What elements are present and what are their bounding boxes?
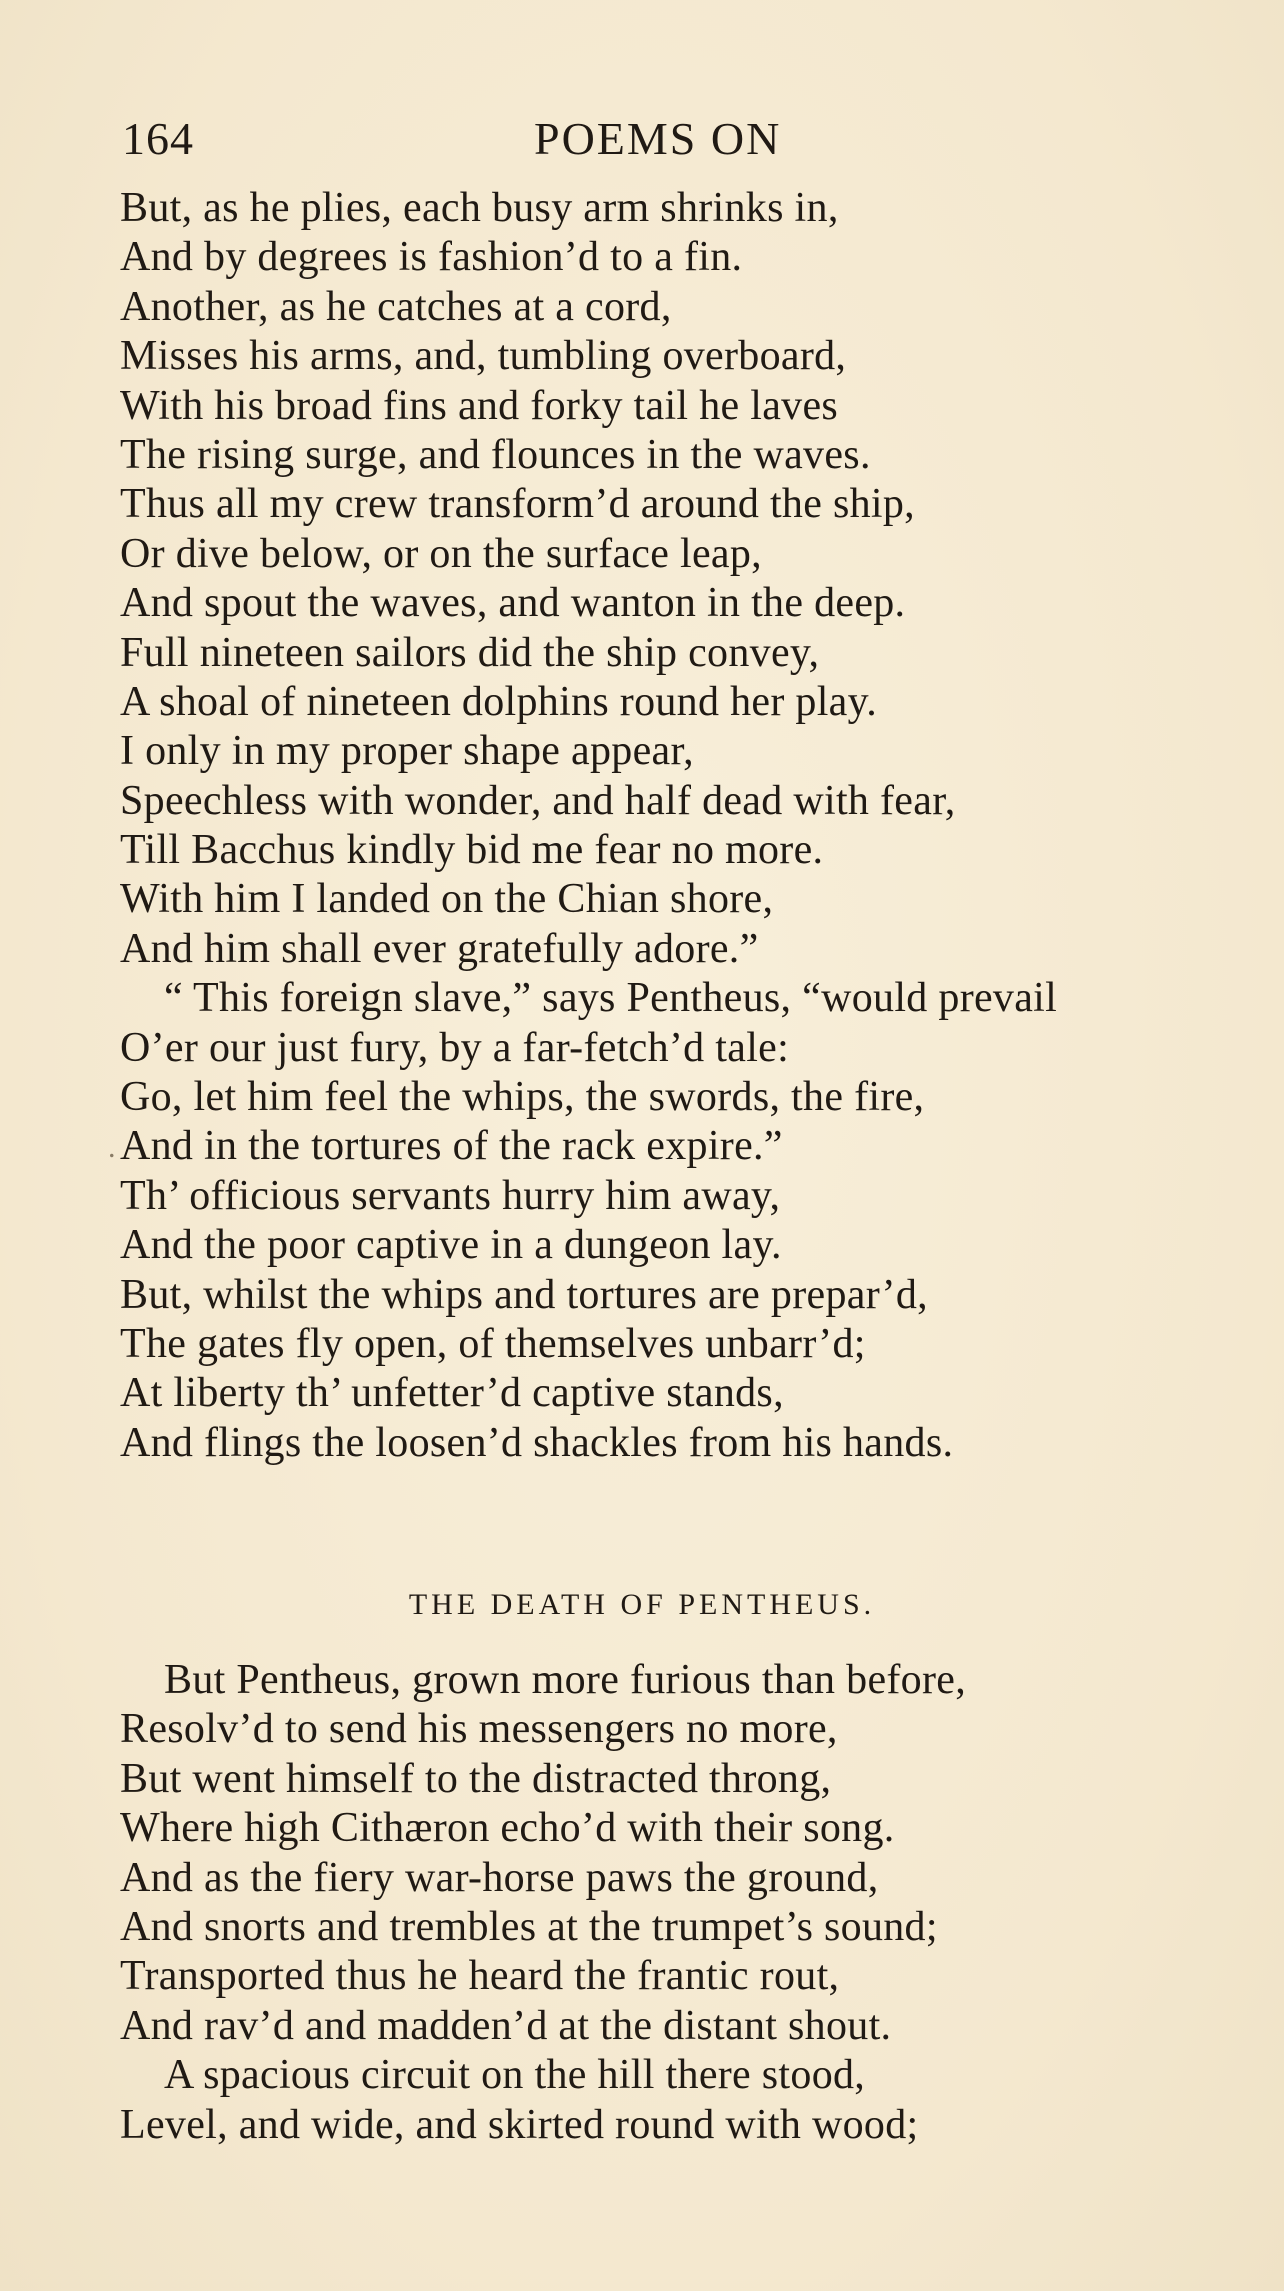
verse-line: And spout the waves, and wanton in the deep. (120, 580, 906, 627)
section-heading: THE DEATH OF PENTHEUS. (408, 1588, 876, 1621)
verse-line: And the poor captive in a dungeon lay. (120, 1222, 782, 1269)
verse-line: At liberty th’ unfetter’d captive stands, (120, 1370, 784, 1417)
verse-line: I only in my proper shape appear, (120, 728, 694, 775)
page-header (122, 112, 1162, 172)
verse-line: A shoal of nineteen dolphins round her play. (120, 678, 877, 725)
verse-line: O’er our just fury, by a far-fetch’d tale: (120, 1024, 790, 1071)
verse-line: And in the tortures of the rack expire.” (120, 1123, 783, 1170)
verse-line: But, as he plies, each busy arm shrinks in, (120, 185, 839, 231)
verse-line: And as the fiery war-horse paws the ground, (120, 1854, 879, 1901)
verse-line: Transported thus he heard the frantic rout, (120, 1953, 840, 2000)
verse-line: Misses his arms, and, tumbling overboard, (120, 333, 847, 380)
verse-line: And snorts and trembles at the trumpet’s sound; (120, 1903, 938, 1950)
stray-mark: . (108, 1131, 116, 1164)
verse-line: Thus all my crew transform’d around the ship, (120, 481, 915, 528)
verse-line: And by degrees is fashion’d to a fin. (120, 234, 743, 281)
verse-line: A spacious circuit on the hill there stood, (164, 2052, 866, 2099)
verse-line: But went himself to the distracted throng, (120, 1755, 832, 1802)
verse-line: And rav’d and madden’d at the distant shout. (120, 2002, 892, 2049)
verse-line: With his broad fins and forky tail he laves (120, 382, 839, 429)
verse-block-1 (120, 184, 1200, 1468)
verse-line: But Pentheus, grown more furious than before, (164, 1657, 967, 1703)
verse-line: And him shall ever gratefully adore.” (120, 925, 759, 972)
verse-block-2 (120, 1656, 1200, 2150)
verse-line: The rising surge, and flounces in the waves. (120, 431, 871, 478)
verse-line: “ This foreign slave,” says Pentheus, “would prevail (164, 975, 1058, 1022)
verse-line: Till Bacchus kindly bid me fear no more. (120, 827, 824, 874)
verse-line: Speechless with wonder, and half dead with fear, (120, 777, 956, 824)
verse-line: Or dive below, or on the surface leap, (120, 530, 762, 577)
running-head: POEMS ON (534, 113, 782, 164)
verse-line: Th’ officious servants hurry him away, (120, 1172, 781, 1219)
verse-line: Resolv’d to send his messengers no more, (120, 1706, 838, 1753)
verse-line: With him I landed on the Chian shore, (120, 876, 774, 923)
verse-line: The gates fly open, of themselves unbarr’d; (120, 1320, 866, 1367)
verse-line: Go, let him feel the whips, the swords, the fire, (120, 1074, 925, 1121)
verse-line: Where high Cithæron echo’d with their song. (120, 1805, 895, 1852)
verse-line: Level, and wide, and skirted round with wood; (120, 2101, 919, 2148)
verse-line: And flings the loosen’d shackles from his hands. (120, 1419, 954, 1466)
verse-line: Full nineteen sailors did the ship convey, (120, 629, 820, 676)
verse-line: But, whilst the whips and tortures are prepar’d, (120, 1271, 928, 1318)
page-number: 164 (122, 113, 194, 164)
verse-line: Another, as he catches at a cord, (120, 283, 672, 330)
